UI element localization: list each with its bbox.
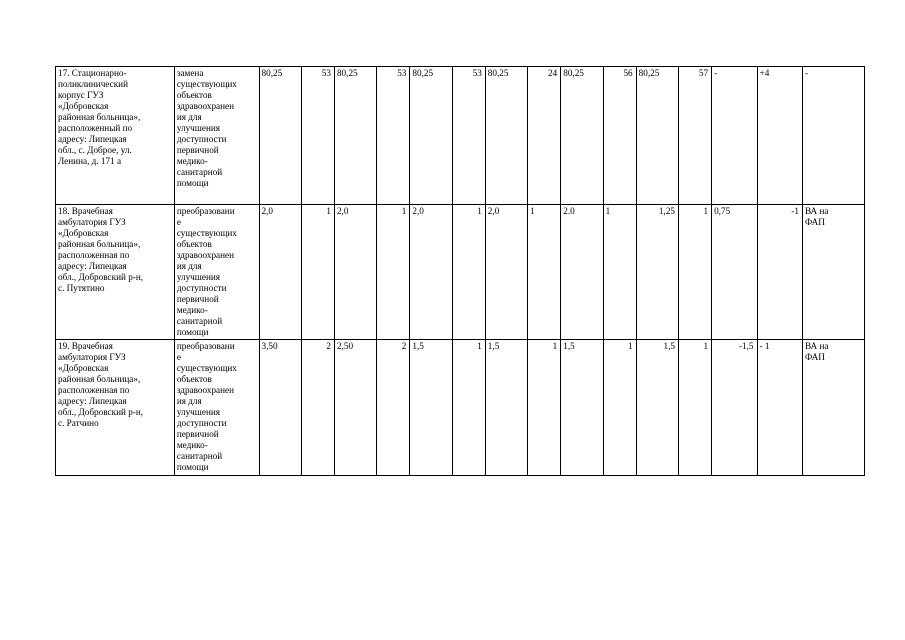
note-cell: - (802, 67, 864, 205)
capacity-value-cell: 2.0 (561, 205, 603, 340)
difference-count-cell: +4 (757, 67, 802, 205)
count-value-cell: 53 (377, 67, 410, 205)
count-value-cell: 53 (452, 67, 485, 205)
capacity-value-cell: 80,25 (561, 67, 603, 205)
difference-capacity-cell: -1,5 (712, 340, 757, 476)
count-value-cell: 1 (301, 205, 334, 340)
count-value-cell: 57 (679, 67, 712, 205)
capacity-value-cell: 1,25 (636, 205, 678, 340)
difference-count-cell: -1 (757, 205, 802, 340)
table-row (56, 340, 865, 476)
capacity-value-cell: 2,50 (334, 340, 376, 476)
table-row (56, 67, 865, 205)
count-value-cell: 53 (301, 67, 334, 205)
capacity-value-cell: 80,25 (636, 67, 678, 205)
count-value-cell: 24 (528, 67, 561, 205)
capacity-value-cell: 1,5 (561, 340, 603, 476)
capacity-value-cell: 3,50 (259, 340, 301, 476)
difference-capacity-cell: - (712, 67, 757, 205)
capacity-value-cell: 80,25 (334, 67, 376, 205)
facility-name-cell: 19. Врачебная амбулатория ГУЗ «Добровская районная больница», расположенная по адресу: Липецкая обл., Добровский р-н, с. Ратчино (56, 340, 175, 476)
capacity-value-cell: 80,25 (485, 67, 527, 205)
count-value-cell: 1 (452, 205, 485, 340)
count-value-cell: 1 (452, 340, 485, 476)
count-value-cell: 1 (603, 340, 636, 476)
difference-count-cell: - 1 (757, 340, 802, 476)
count-value-cell: 2 (301, 340, 334, 476)
action-cell: преобразовани е существующих объектов здравоохранен ия для улучшения доступности первичной медико- санитарной помощи (174, 340, 259, 476)
facility-name-cell: 18. Врачебная амбулатория ГУЗ «Добровская районная больница», расположенная по адресу: Липецкая обл., Добровский р-н, с. Путятино (56, 205, 175, 340)
facilities-table (55, 66, 865, 476)
capacity-value-cell: 2,0 (334, 205, 376, 340)
capacity-value-cell: 1,5 (485, 340, 527, 476)
count-value-cell: 1 (679, 205, 712, 340)
capacity-value-cell: 80,25 (259, 67, 301, 205)
capacity-value-cell: 80,25 (410, 67, 452, 205)
capacity-value-cell: 1,5 (410, 340, 452, 476)
capacity-value-cell: 2,0 (485, 205, 527, 340)
capacity-value-cell: 2,0 (410, 205, 452, 340)
count-value-cell: 2 (377, 340, 410, 476)
note-cell: ВА на ФАП (802, 340, 864, 476)
capacity-value-cell: 1,5 (636, 340, 678, 476)
facility-name-cell: 17. Стационарно- поликлинический корпус ГУЗ «Добровская районная больница», расположенный по адресу: Липецкая обл., с. Доброе, ул. Ленина, д. 171 а (56, 67, 175, 205)
table-row (56, 205, 865, 340)
count-value-cell: 1 (528, 340, 561, 476)
note-cell: ВА на ФАП (802, 205, 864, 340)
action-cell: преобразовани е существующих объектов здравоохранен ия для улучшения доступности первичной медико- санитарной помощи (174, 205, 259, 340)
count-value-cell: 56 (603, 67, 636, 205)
count-value-cell: 1 (377, 205, 410, 340)
count-value-cell: 1 (528, 205, 561, 340)
difference-capacity-cell: 0,75 (712, 205, 757, 340)
count-value-cell: 1 (679, 340, 712, 476)
count-value-cell: 1 (603, 205, 636, 340)
action-cell: замена существующих объектов здравоохранен ия для улучшения доступности первичной медико- санитарной помощи (174, 67, 259, 205)
capacity-value-cell: 2,0 (259, 205, 301, 340)
